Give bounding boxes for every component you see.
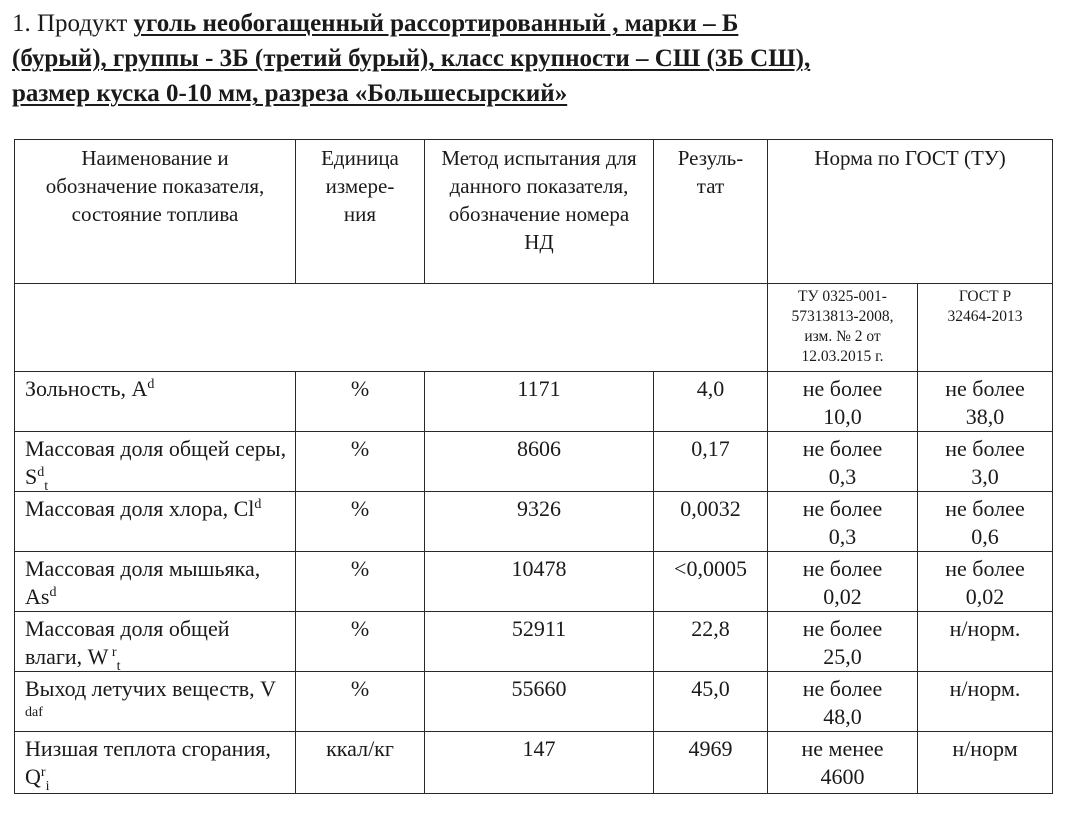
table-row (15, 672, 1053, 732)
row-sup: d (37, 465, 45, 480)
row-tu-text: не более 25,0 (802, 616, 883, 669)
row-tu (768, 672, 918, 732)
row-name-text: Массовая доля мышьяка, As (25, 556, 261, 609)
row-name (15, 672, 296, 732)
row-tu-text: не более 10,0 (802, 376, 883, 429)
subheader-tu (768, 284, 918, 372)
row-sup: d (49, 585, 57, 600)
row-gost-text: н/норм. (949, 616, 1021, 641)
row-unit: % (296, 492, 425, 552)
header-result-text: Резуль-тат (677, 146, 744, 198)
title-line-3: размер куска 0-10 мм, разреза «Большесырский» (12, 80, 568, 107)
row-result: <0,0005 (654, 552, 768, 612)
subheader-tu-text: ТУ 0325-001-57313813-2008, изм. № 2 от 12.03.2015 г. (791, 288, 894, 365)
row-tu-text: не более 0,02 (802, 556, 883, 609)
header-norm-text: Норма по ГОСТ (ТУ) (814, 146, 1006, 170)
row-name (15, 492, 296, 552)
row-gost (918, 432, 1053, 492)
table-row (15, 732, 1053, 794)
row-gost-text: не более 3,0 (945, 436, 1025, 489)
row-tu (768, 612, 918, 672)
row-gost (918, 612, 1053, 672)
row-unit: % (296, 612, 425, 672)
row-gost-text: н/норм (952, 736, 1018, 761)
row-gost (918, 492, 1053, 552)
product-title (12, 6, 1052, 111)
row-name-text: Выход летучих веществ, V (25, 676, 277, 701)
row-sub: t (44, 479, 49, 494)
row-method: 55660 (425, 672, 654, 732)
row-result: 0,17 (654, 432, 768, 492)
row-method: 9326 (425, 492, 654, 552)
row-unit: % (296, 372, 425, 432)
row-sup: r (40, 765, 46, 780)
subheader-blank (15, 284, 768, 372)
row-tu-text: не более 0,3 (802, 436, 883, 489)
row-tu (768, 492, 918, 552)
header-method-text: Метод испытания для данного показателя, обозначение номера НД (441, 146, 637, 254)
row-sup: daf (25, 705, 43, 720)
row-unit: % (296, 552, 425, 612)
header-row (15, 140, 1053, 284)
table-row (15, 612, 1053, 672)
row-name (15, 432, 296, 492)
row-tu (768, 732, 918, 794)
row-sup: r (108, 645, 117, 660)
header-unit (296, 140, 425, 284)
row-tu-text: не менее 4600 (801, 736, 884, 789)
row-name (15, 732, 296, 794)
row-name-text: Массовая доля общей серы, S (25, 436, 287, 489)
subheader-gost (918, 284, 1053, 372)
row-result: 22,8 (654, 612, 768, 672)
row-gost-text: не более 0,6 (945, 496, 1025, 549)
row-tu (768, 372, 918, 432)
title-line-1 (12, 6, 1052, 41)
header-result (654, 140, 768, 284)
row-gost (918, 732, 1053, 794)
row-unit: ккал/кг (296, 732, 425, 794)
row-gost (918, 372, 1053, 432)
row-name-text: Массовая доля общей влаги, W (25, 616, 230, 669)
row-name (15, 612, 296, 672)
title-number: 1. Продукт (12, 10, 128, 37)
row-result: 4969 (654, 732, 768, 794)
row-name (15, 552, 296, 612)
header-unit-text: Единица измере-ния (321, 146, 399, 226)
row-result: 4,0 (654, 372, 768, 432)
row-name-text: Низшая теплота сгорания, Q (25, 736, 271, 789)
row-name-text: Зольность, A (25, 376, 148, 401)
row-result: 45,0 (654, 672, 768, 732)
header-name (15, 140, 296, 284)
row-tu-text: не более 0,3 (802, 496, 883, 549)
header-name-text: Наименование и обозначение показателя, состояние топлива (45, 146, 265, 226)
row-sup: d (254, 497, 262, 512)
row-gost (918, 552, 1053, 612)
row-result: 0,0032 (654, 492, 768, 552)
row-method: 147 (425, 732, 654, 794)
row-sub: t (116, 659, 121, 674)
table-row (15, 492, 1053, 552)
row-name (15, 372, 296, 432)
row-gost (918, 672, 1053, 732)
row-method: 8606 (425, 432, 654, 492)
title-text-1: уголь необогащенный рассортированный , марки – Б (133, 10, 739, 37)
row-sup: d (147, 377, 155, 392)
subheader-gost-text: ГОСТ Р 32464-2013 (947, 288, 1023, 325)
header-norm (768, 140, 1053, 284)
specification-table (14, 139, 1053, 794)
row-unit: % (296, 432, 425, 492)
row-tu-text: не более 48,0 (802, 676, 883, 729)
row-gost-text: н/норм. (949, 676, 1021, 701)
row-name-text: Массовая доля хлора, Cl (25, 496, 255, 521)
row-gost-text: не более 38,0 (945, 376, 1025, 429)
row-tu (768, 552, 918, 612)
subheader-row (15, 284, 1053, 372)
row-method: 1171 (425, 372, 654, 432)
header-method (425, 140, 654, 284)
title-line-2: (бурый), группы - 3Б (третий бурый), класс крупности – СШ (3Б СШ), (12, 45, 811, 72)
row-unit: % (296, 672, 425, 732)
row-tu (768, 432, 918, 492)
row-gost-text: не более 0,02 (945, 556, 1025, 609)
row-method: 52911 (425, 612, 654, 672)
table-row (15, 432, 1053, 492)
table-row (15, 552, 1053, 612)
row-method: 10478 (425, 552, 654, 612)
table-row (15, 372, 1053, 432)
row-sub: i (45, 779, 50, 794)
